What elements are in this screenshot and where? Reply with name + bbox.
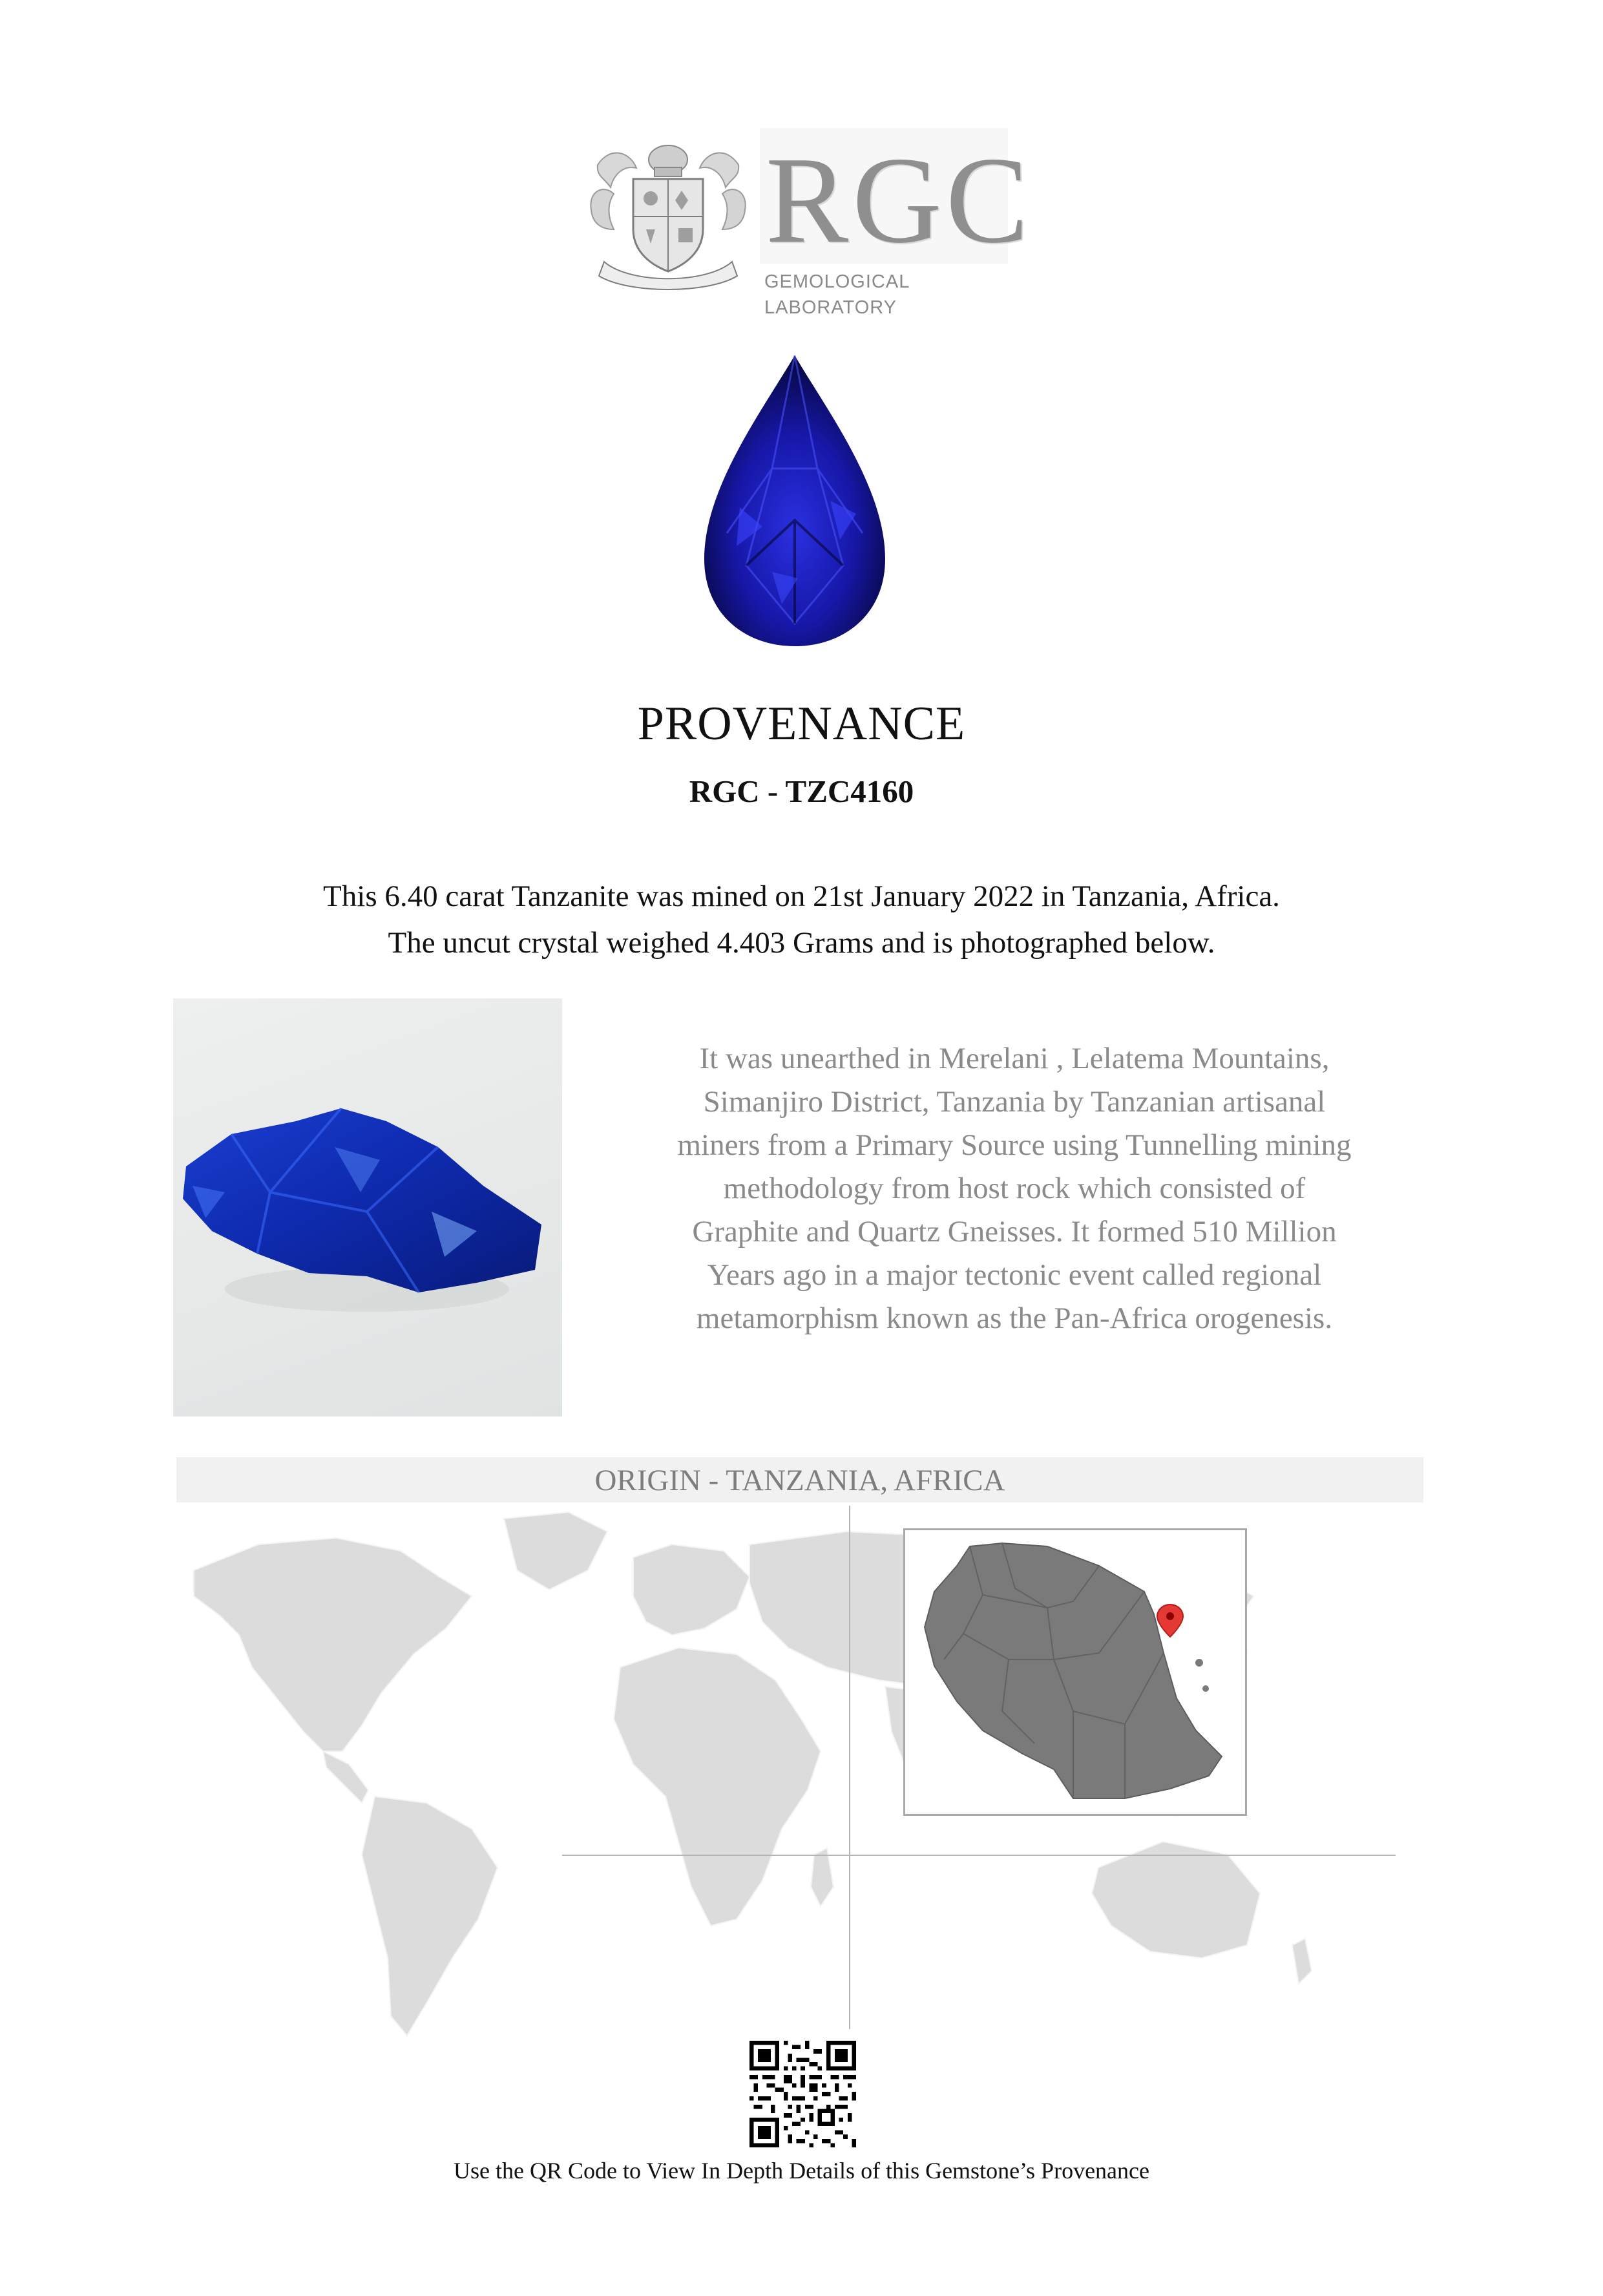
description-line: Simanjiro District, Tanzania by Tanzanian artisanal xyxy=(703,1085,1326,1119)
description-line: metamorphism known as the Pan-Africa orogenesis. xyxy=(696,1301,1333,1335)
map-meridian-line xyxy=(849,1506,850,2029)
intro-line-2: The uncut crystal weighed 4.403 Grams and is photographed below. xyxy=(388,926,1215,960)
reference-number: RGC - TZC4160 xyxy=(689,774,914,809)
page-title: PROVENANCE xyxy=(637,697,966,750)
qr-caption: Use the QR Code to View In Depth Details of this Gemstone’s Provenance xyxy=(454,2158,1149,2184)
map-equator-line xyxy=(562,1855,1396,1856)
description-line: methodology from host rock which consisted of xyxy=(723,1172,1306,1205)
intro-line-1: This 6.40 carat Tanzanite was mined on 21st January 2022 in Tanzania, Africa. xyxy=(323,879,1280,913)
logo-subtitle: GEMOLOGICAL LABORATORY xyxy=(764,271,910,318)
logo-wordmark: RGC xyxy=(766,131,1032,269)
description-line: miners from a Primary Source using Tunnelling mining xyxy=(677,1128,1352,1162)
rough-crystal-photo xyxy=(173,998,562,1417)
tanzanite-gem-image xyxy=(701,352,888,649)
origin-label: ORIGIN - TANZANIA, AFRICA xyxy=(594,1464,1005,1497)
description-line: Years ago in a major tectonic event called regional xyxy=(707,1258,1322,1292)
description-line: It was unearthed in Merelani , Lelatema Mountains, xyxy=(699,1042,1330,1075)
provenance-qr-code[interactable] xyxy=(749,2041,856,2147)
lab-crest-logo xyxy=(585,139,751,294)
tanzania-inset-map xyxy=(903,1528,1247,1816)
description-line: Graphite and Quartz Gneisses. It formed 510 Million xyxy=(692,1215,1337,1248)
provenance-description xyxy=(633,1037,1396,1340)
